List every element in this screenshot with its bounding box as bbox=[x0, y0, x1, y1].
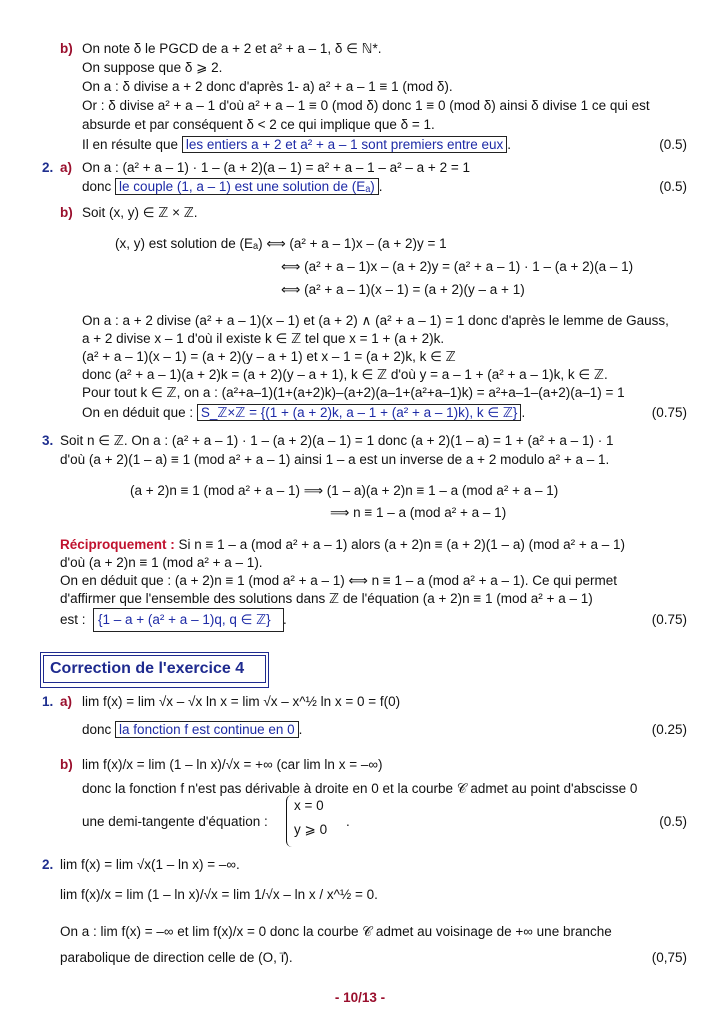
text-line: Si n ≡ 1 – a (mod a² + a – 1) alors (a + 2)n ≡ (a + 2)(1 – a) (mod a² + a – 1) bbox=[178, 537, 625, 552]
implication-line: (a + 2)n ≡ 1 (mod a² + a – 1) ⟹ (1 – a)(a + 2)n ≡ 1 – a (mod a² + a – 1) bbox=[130, 483, 559, 498]
text-line: On en déduit que : (a + 2)n ≡ 1 (mod a² + a – 1) ⟺ n ≡ 1 – a (mod a² + a – 1). Ce qui permet bbox=[60, 573, 618, 588]
text-line: Pour tout k ∈ ℤ, on a : (a²+a–1)(1+(a+2)k)–(a+2)(a–1+(a²+a–1)k) = a²+a–1–(a+2)(a–1) = 1 bbox=[82, 385, 625, 400]
text-line: On suppose que δ ⩾ 2. bbox=[82, 60, 223, 75]
solution-set-box: {1 – a + (a² + a – 1)q, q ∈ ℤ} bbox=[93, 608, 284, 632]
text-line: d'où (a + 2)n ≡ 1 (mod a² + a – 1). bbox=[60, 555, 263, 570]
section-title: Correction de l'exercice 4 bbox=[43, 655, 266, 683]
limit-line: lim f(x)/x = lim (1 – ln x)/√x = +∞ (car lim ln x = –∞) bbox=[82, 757, 383, 772]
solution-set-box: S_ℤ×ℤ = {(1 + (a + 2)k, a – 1 + (a² + a – 1)k), k ∈ ℤ} bbox=[197, 404, 522, 421]
points: (0.75) bbox=[651, 612, 687, 627]
limit-line: lim f(x)/x = lim (1 – ln x)/√x = lim 1/√x – ln x / x^½ = 0. bbox=[60, 887, 378, 902]
text-line: donc bbox=[82, 179, 112, 194]
tangent-system bbox=[286, 795, 354, 847]
points: (0.5) bbox=[659, 137, 687, 152]
points: (0.5) bbox=[659, 179, 687, 194]
text-line: Soit (x, y) ∈ ℤ × ℤ. bbox=[82, 205, 198, 220]
limit-line: lim f(x) = lim √x(1 – ln x) = –∞. bbox=[60, 857, 240, 872]
text-line: On a : lim f(x) = –∞ et lim f(x)/x = 0 donc la courbe 𝒞 admet au voisinage de +∞ une branche bbox=[60, 924, 612, 939]
question-number: 1. bbox=[42, 694, 54, 709]
equivalence-line: ⟺ (a² + a – 1)x – (a + 2)y = (a² + a – 1) · 1 – (a + 2)(a – 1) bbox=[281, 259, 634, 274]
label-b: b) bbox=[60, 41, 73, 56]
case-y: y ⩾ 0 bbox=[294, 822, 328, 837]
text-line: une demi-tangente d'équation : bbox=[82, 814, 268, 829]
question-number: 2. bbox=[42, 857, 54, 872]
text-line: Or : δ divise a² + a – 1 d'où a² + a – 1 ≡ 0 (mod δ) donc 1 ≡ 0 (mod δ) ainsi δ divise 1 ce qui est bbox=[82, 98, 650, 113]
result-box: le couple (1, a – 1) est une solution de (Eₐ) bbox=[115, 178, 379, 195]
section-title-box bbox=[40, 652, 269, 688]
label-b: b) bbox=[60, 757, 73, 772]
result-box: la fonction f est continue en 0 bbox=[115, 721, 299, 738]
text-line: est : bbox=[60, 612, 86, 627]
text-line: absurde et par conséquent δ < 2 ce qui implique que δ = 1. bbox=[82, 117, 435, 132]
text-line: Il en résulte que bbox=[82, 137, 179, 152]
text-line: a + 2 divise x – 1 d'où il existe k ∈ ℤ tel que x = 1 + (a + 2)k. bbox=[82, 331, 445, 346]
points: (0.25) bbox=[651, 722, 687, 737]
text-line: On note δ le PGCD de a + 2 et a² + a – 1, δ ∈ ℕ*. bbox=[82, 41, 382, 56]
system-end: . bbox=[346, 814, 350, 829]
text-line: d'où (a + 2)(1 – a) ≡ 1 (mod a² + a – 1) ainsi 1 – a est un inverse de a + 2 modulo a² + a – 1. bbox=[60, 452, 610, 467]
text-line: On a : a + 2 divise (a² + a – 1)(x – 1) et (a + 2) ∧ (a² + a – 1) = 1 donc d'après le lemme de Gauss, bbox=[82, 313, 669, 328]
reciproquement-label: Réciproquement : bbox=[60, 537, 175, 552]
text-line: On en déduit que : bbox=[82, 405, 194, 420]
label-b: b) bbox=[60, 205, 73, 220]
text-line: d'affirmer que l'ensemble des solutions dans ℤ de l'équation (a + 2)n ≡ 1 (mod a² + a – 1) bbox=[60, 591, 593, 606]
text-line: (a² + a – 1)(x – 1) = (a + 2)(y – a + 1) et x – 1 = (a + 2)k, k ∈ ℤ bbox=[82, 349, 456, 364]
question-number: 3. bbox=[42, 433, 54, 448]
limit-line: lim f(x) = lim √x – √x ln x = lim √x – x^½ ln x = 0 = f(0) bbox=[82, 694, 401, 709]
points: (0.75) bbox=[651, 405, 687, 420]
case-x: x = 0 bbox=[294, 798, 324, 813]
equivalence-line: ⟺ (a² + a – 1)(x – 1) = (a + 2)(y – a + 1) bbox=[281, 282, 525, 297]
points: (0,75) bbox=[651, 950, 687, 965]
page-number: - 10/13 - bbox=[334, 990, 386, 1005]
text-line: Soit n ∈ ℤ. On a : (a² + a – 1) · 1 – (a + 2)(a – 1) = 1 donc (a + 2)(1 – a) = 1 + (a² + a – 1) · 1 bbox=[60, 433, 614, 448]
points: (0.5) bbox=[659, 814, 687, 829]
text-line: donc la fonction f n'est pas dérivable à droite en 0 et la courbe 𝒞 admet au point d'abscisse 0 bbox=[82, 781, 638, 796]
question-number: 2. bbox=[42, 160, 54, 175]
equivalence-line: (x, y) est solution de (Eₐ) ⟺ (a² + a – 1)x – (a + 2)y = 1 bbox=[115, 236, 447, 251]
text-line: parabolique de direction celle de (O, i⃗). bbox=[60, 950, 293, 965]
text-line: On a : δ divise a + 2 donc d'après 1- a) a² + a – 1 ≡ 1 (mod δ). bbox=[82, 79, 453, 94]
text-line: donc bbox=[82, 722, 112, 737]
result-box: les entiers a + 2 et a² + a – 1 sont premiers entre eux bbox=[182, 136, 507, 153]
label-a: a) bbox=[60, 160, 73, 175]
text-line: On a : (a² + a – 1) · 1 – (a + 2)(a – 1) = a² + a – 1 – a² – a + 2 = 1 bbox=[82, 160, 470, 175]
text-line: donc (a² + a – 1)(a + 2)k = (a + 2)(y – a + 1), k ∈ ℤ d'où y = a – 1 + (a² + a – 1)k, k ∈ ℤ. bbox=[82, 367, 608, 382]
label-a: a) bbox=[60, 694, 73, 709]
implication-line: ⟹ n ≡ 1 – a (mod a² + a – 1) bbox=[330, 505, 507, 520]
